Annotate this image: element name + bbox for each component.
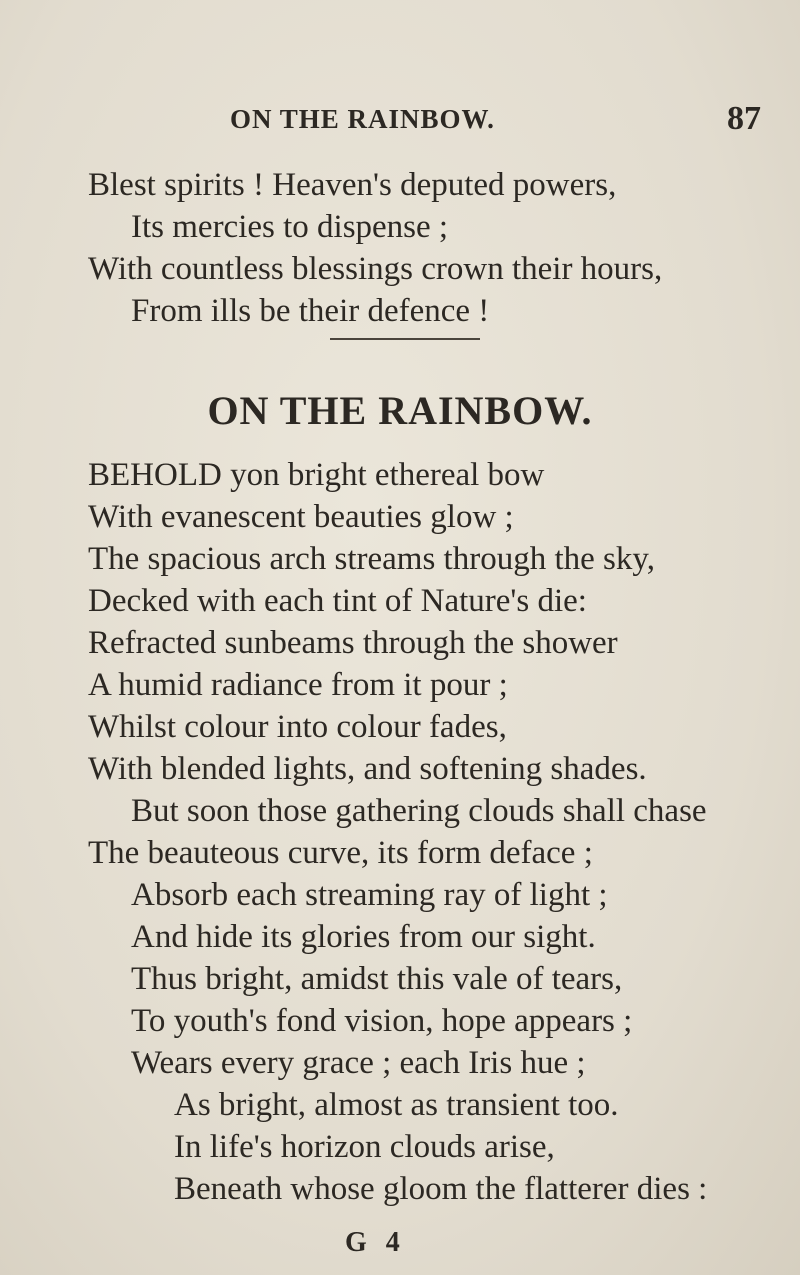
verse-line: The beauteous curve, its form deface ; — [88, 835, 593, 871]
verse-line: Beneath whose gloom the flatterer dies : — [174, 1171, 708, 1207]
verse-line: Wears every grace ; each Iris hue ; — [131, 1045, 586, 1081]
verse-line: With blended lights, and softening shades. — [88, 751, 647, 787]
poem-title: ON THE RAINBOW. — [207, 388, 593, 433]
verse-line: With evanescent beauties glow ; — [88, 499, 514, 535]
verse-line: From ills be their defence ! — [131, 293, 490, 329]
verse-line: With countless blessings crown their hours, — [88, 251, 663, 287]
verse-line: The spacious arch streams through the sky, — [88, 541, 655, 577]
signature-mark: G 4 — [345, 1227, 406, 1258]
verse-line: BEHOLD yon bright ethereal bow — [88, 457, 545, 493]
page-number: 87 — [727, 100, 761, 137]
verse-line: Decked with each tint of Nature's die: — [88, 583, 587, 619]
verse-line: As bright, almost as transient too. — [174, 1087, 619, 1123]
verse-line: But soon those gathering clouds shall chase — [131, 793, 707, 829]
verse-line: To youth's fond vision, hope appears ; — [131, 1003, 633, 1039]
verse-line: In life's horizon clouds arise, — [174, 1129, 555, 1165]
section-divider — [330, 338, 480, 340]
running-title: ON THE RAINBOW. — [230, 104, 495, 134]
verse-line: A humid radiance from it pour ; — [88, 667, 508, 703]
verse-line: Whilst colour into colour fades, — [88, 709, 507, 745]
verse-line: And hide its glories from our sight. — [131, 919, 596, 955]
verse-line: Thus bright, amidst this vale of tears, — [131, 961, 623, 997]
verse-line: Absorb each streaming ray of light ; — [131, 877, 608, 913]
running-head — [0, 100, 800, 140]
verse-line: Refracted sunbeams through the shower — [88, 625, 618, 661]
verse-line: Blest spirits ! Heaven's deputed powers, — [88, 167, 617, 203]
verse-line: Its mercies to dispense ; — [131, 209, 449, 245]
